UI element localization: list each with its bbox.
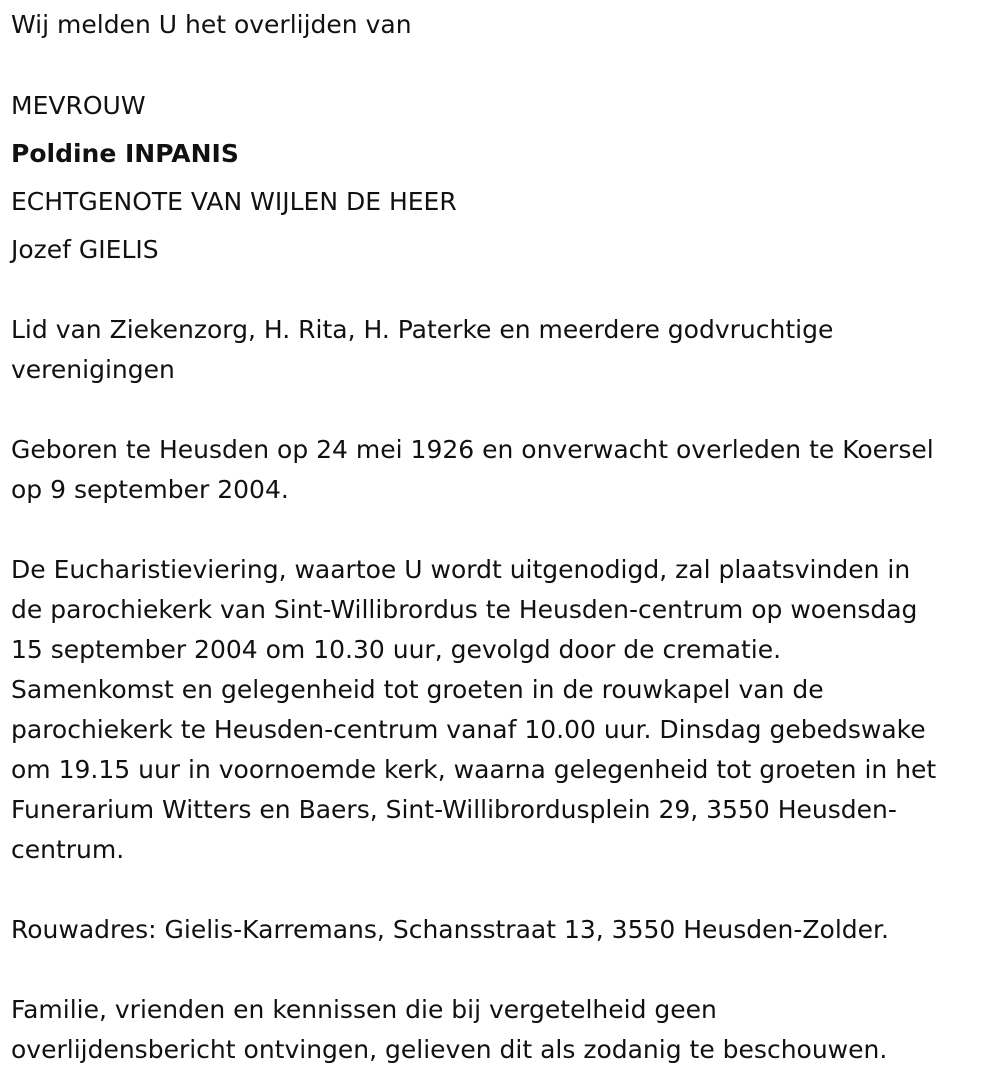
ceremony-line-7: Funerarium Witters en Baers, Sint-Willibrordusplein 29, 3550 Heusden- [11,795,897,824]
membership-line-2: verenigingen [11,355,175,384]
ceremony-line-5: parochiekerk te Heusden-centrum vanaf 10.00 uur. Dinsdag gebedswake [11,715,926,744]
ceremony-line-6: om 19.15 uur in voornoemde kerk, waarna gelegenheid tot groeten in het [11,755,937,784]
ceremony-line-4: Samenkomst en gelegenheid tot groeten in de rouwkapel van de [11,675,824,704]
mourning-address: Rouwadres: Gielis-Karremans, Schansstraat 13, 3550 Heusden-Zolder. [11,915,889,944]
closing-line-2: overlijdensbericht ontvingen, gelieven dit als zodanig te beschouwen. [11,1035,888,1064]
ceremony-line-2: de parochiekerk van Sint-Willibrordus te Heusden-centrum op woensdag [11,595,918,624]
deceased-name: Poldine INPANIS [11,139,239,168]
intro-line: Wij melden U het overlijden van [11,10,412,39]
membership-line-1: Lid van Ziekenzorg, H. Rita, H. Paterke en meerdere godvruchtige [11,315,834,344]
ceremony-line-8: centrum. [11,835,125,864]
ceremony-line-1: De Eucharistieviering, waartoe U wordt uitgenodigd, zal plaatsvinden in [11,555,911,584]
birth-death-line-1: Geboren te Heusden op 24 mei 1926 en onverwacht overleden te Koersel [11,435,934,464]
ceremony-line-3: 15 september 2004 om 10.30 uur, gevolgd door de crematie. [11,635,782,664]
birth-death-line-2: op 9 september 2004. [11,475,289,504]
spouse-name: Jozef GIELIS [11,235,159,264]
closing-line-1: Familie, vrienden en kennissen die bij vergetelheid geen [11,995,717,1024]
spouse-prefix: ECHTGENOTE VAN WIJLEN DE HEER [11,187,457,216]
title-prefix: MEVROUW [11,91,146,120]
